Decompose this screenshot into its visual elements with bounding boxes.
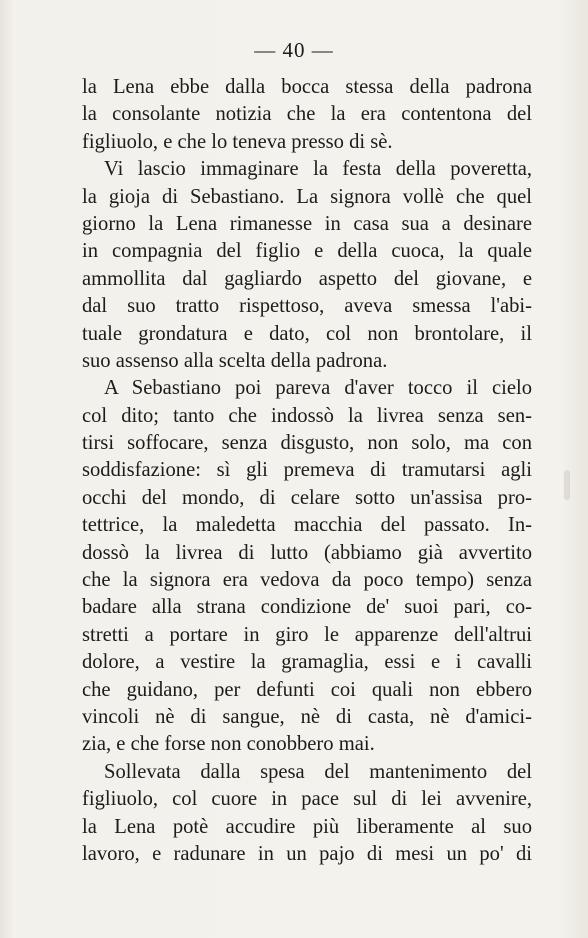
text-line: la gioja di Sebastiano. La signora vollè che quel: [82, 185, 532, 208]
text-line: dal suo tratto rispettoso, aveva smessa l'abi-: [82, 295, 532, 318]
text-line: tettrice, la maledetta macchia del passato. In-: [82, 514, 532, 537]
text-line: occhi del mondo, di celare sotto un'assisa pro-: [82, 486, 532, 509]
text-line: ammollita dal gagliardo aspetto del giovane, e: [82, 267, 532, 290]
text-line: zia, e che forse non conobbero mai.: [82, 733, 375, 756]
text-line: A Sebastiano poi pareva d'aver tocco il cielo: [104, 377, 532, 400]
text-line: figliuolo, col cuore in pace sul di lei avvenire,: [82, 788, 532, 811]
text-line: suo assenso alla scelta della padrona.: [82, 349, 388, 372]
text-line: dolore, a vestire la gramaglia, essi e i cavalli: [82, 651, 532, 674]
body-text: [82, 74, 532, 868]
page-number: — 40 —: [254, 38, 334, 62]
text-line: tuale grondatura e dato, col non brontolare, il: [82, 322, 532, 345]
text-line: vincoli nè di sangue, nè di casta, nè d'amici-: [82, 705, 532, 728]
text-line: Sollevata dalla spesa del mantenimento del: [104, 760, 532, 783]
text-line: badare alla strana condizione de' suoi pari, co-: [82, 596, 532, 619]
text-line: stretti a portare in giro le apparenze dell'altrui: [82, 623, 532, 646]
text-line: tirsi soffocare, senza disgusto, non solo, ma con: [82, 432, 532, 455]
text-line: Vi lascio immaginare la festa della poveretta,: [104, 158, 532, 181]
text-line: giorno la Lena rimanesse in casa sua a desinare: [82, 212, 532, 235]
text-line: figliuolo, e che lo teneva presso di sè.: [82, 130, 393, 153]
text-line: soddisfazione: sì gli premeva di tramutarsi agli: [82, 459, 532, 482]
text-line: col dito; tanto che indossò la livrea senza sen-: [82, 404, 532, 427]
page-stain: [564, 470, 570, 500]
text-line: dossò la livrea di lutto (abbiamo già avvertito: [82, 541, 532, 564]
text-line: la consolante notizia che la era contentona del: [82, 103, 532, 126]
text-line: in compagnia del figlio e della cuoca, la quale: [82, 240, 532, 263]
text-line: lavoro, e radunare in un pajo di mesi un po' di: [82, 842, 532, 865]
text-line: che guidano, per defunti coi quali non ebbero: [82, 678, 532, 701]
text-line: la Lena potè accudire più liberamente al suo: [82, 815, 532, 838]
text-line: la Lena ebbe dalla bocca stessa della padrona: [82, 76, 532, 98]
text-line: che la signora era vedova da poco tempo) senza: [82, 569, 532, 592]
